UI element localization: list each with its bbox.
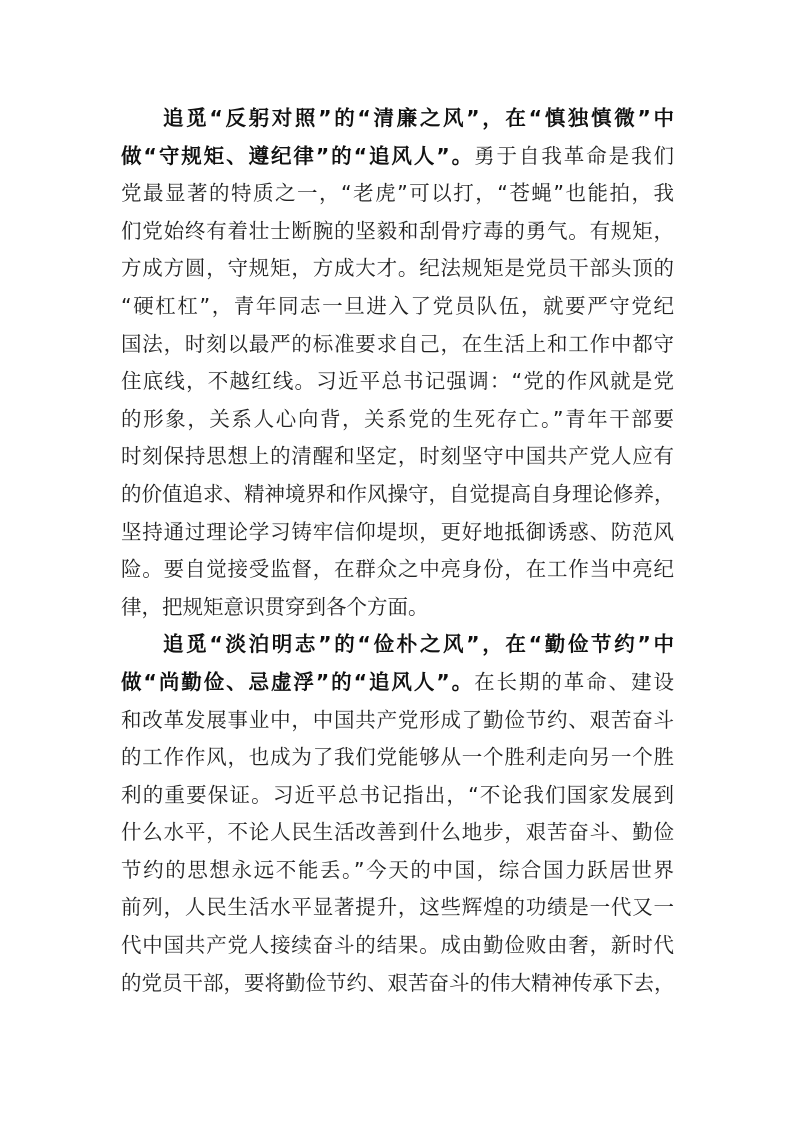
text-line: 利的重要保证。习近平总书记指出，“不论我们国家发展到 — [121, 782, 674, 807]
text-line: 节约的思想永远不能丢。”今天的中国，综合国力跃居世界 — [121, 857, 674, 882]
paragraph-frugality — [121, 626, 674, 1002]
body-text: 勇于自我革命是我们 — [474, 143, 674, 168]
text-line: 的党员干部，要将勤俭节约、艰苦奋斗的伟大精神传承下去， — [121, 970, 675, 995]
text-line: 国法，时刻以最严的标准要求自己，在生活上和工作中都守 — [121, 331, 674, 356]
heading-text: 追觅“反躬对照”的“清廉之风”，在“慎独慎微”中 — [163, 106, 674, 130]
paragraph-integrity — [121, 100, 674, 626]
body-text: 在长期的革命、建设 — [474, 669, 674, 694]
text-line: 住底线，不越红线。习近平总书记强调：“党的作风就是党 — [121, 369, 674, 394]
text-line: 前列，人民生活水平显著提升，这些辉煌的功绩是一代又一 — [121, 895, 674, 920]
text-line: 党最显著的特质之一，“老虎”可以打，“苍蝇”也能拍，我 — [121, 181, 674, 206]
text-line: 律，把规矩意识贯穿到各个方面。 — [121, 594, 429, 619]
text-line: 的形象，关系人心向背，关系党的生死存亡。”青年干部要 — [121, 406, 674, 431]
text-line: 的价值追求、精神境界和作风操守，自觉提高自身理论修养， — [121, 481, 675, 506]
text-line: 坚持通过理论学习铸牢信仰堤坝，更好地抵御诱惑、防范风 — [121, 519, 674, 544]
heading-text: 做“守规矩、遵纪律”的“追风人”。 — [121, 143, 475, 168]
text-line: 和改革发展事业中，中国共产党形成了勤俭节约、艰苦奋斗 — [121, 707, 674, 732]
text-line — [121, 626, 674, 664]
text-line: 什么水平，不论人民生活改善到什么地步，艰苦奋斗、勤俭 — [121, 820, 674, 845]
heading-text: 做“尚勤俭、忌虚浮”的“追风人”。 — [121, 669, 475, 694]
text-line: 险。要自觉接受监督，在群众之中亮身份，在工作当中亮纪 — [121, 557, 674, 582]
text-line: 方成方圆，守规矩，方成大才。纪法规矩是党员干部头顶的 — [121, 256, 674, 281]
text-line: 时刻保持思想上的清醒和坚定，时刻坚守中国共产党人应有 — [121, 444, 674, 469]
text-line — [121, 664, 674, 702]
text-line: 的工作作风，也成为了我们党能够从一个胜利走向另一个胜 — [121, 745, 674, 770]
text-line — [121, 138, 674, 176]
text-line: 代中国共产党人接续奋斗的结果。成由勤俭败由奢，新时代 — [121, 933, 674, 958]
heading-text: 追觅“淡泊明志”的“俭朴之风”，在“勤俭节约”中 — [163, 632, 674, 657]
text-line — [121, 100, 674, 138]
text-line: “硬杠杠”，青年同志一旦进入了党员队伍，就要严守党纪 — [121, 293, 674, 318]
text-line: 们党始终有着壮士断腕的坚毅和刮骨疗毒的勇气。有规矩， — [121, 218, 674, 243]
document-page — [121, 100, 674, 1002]
